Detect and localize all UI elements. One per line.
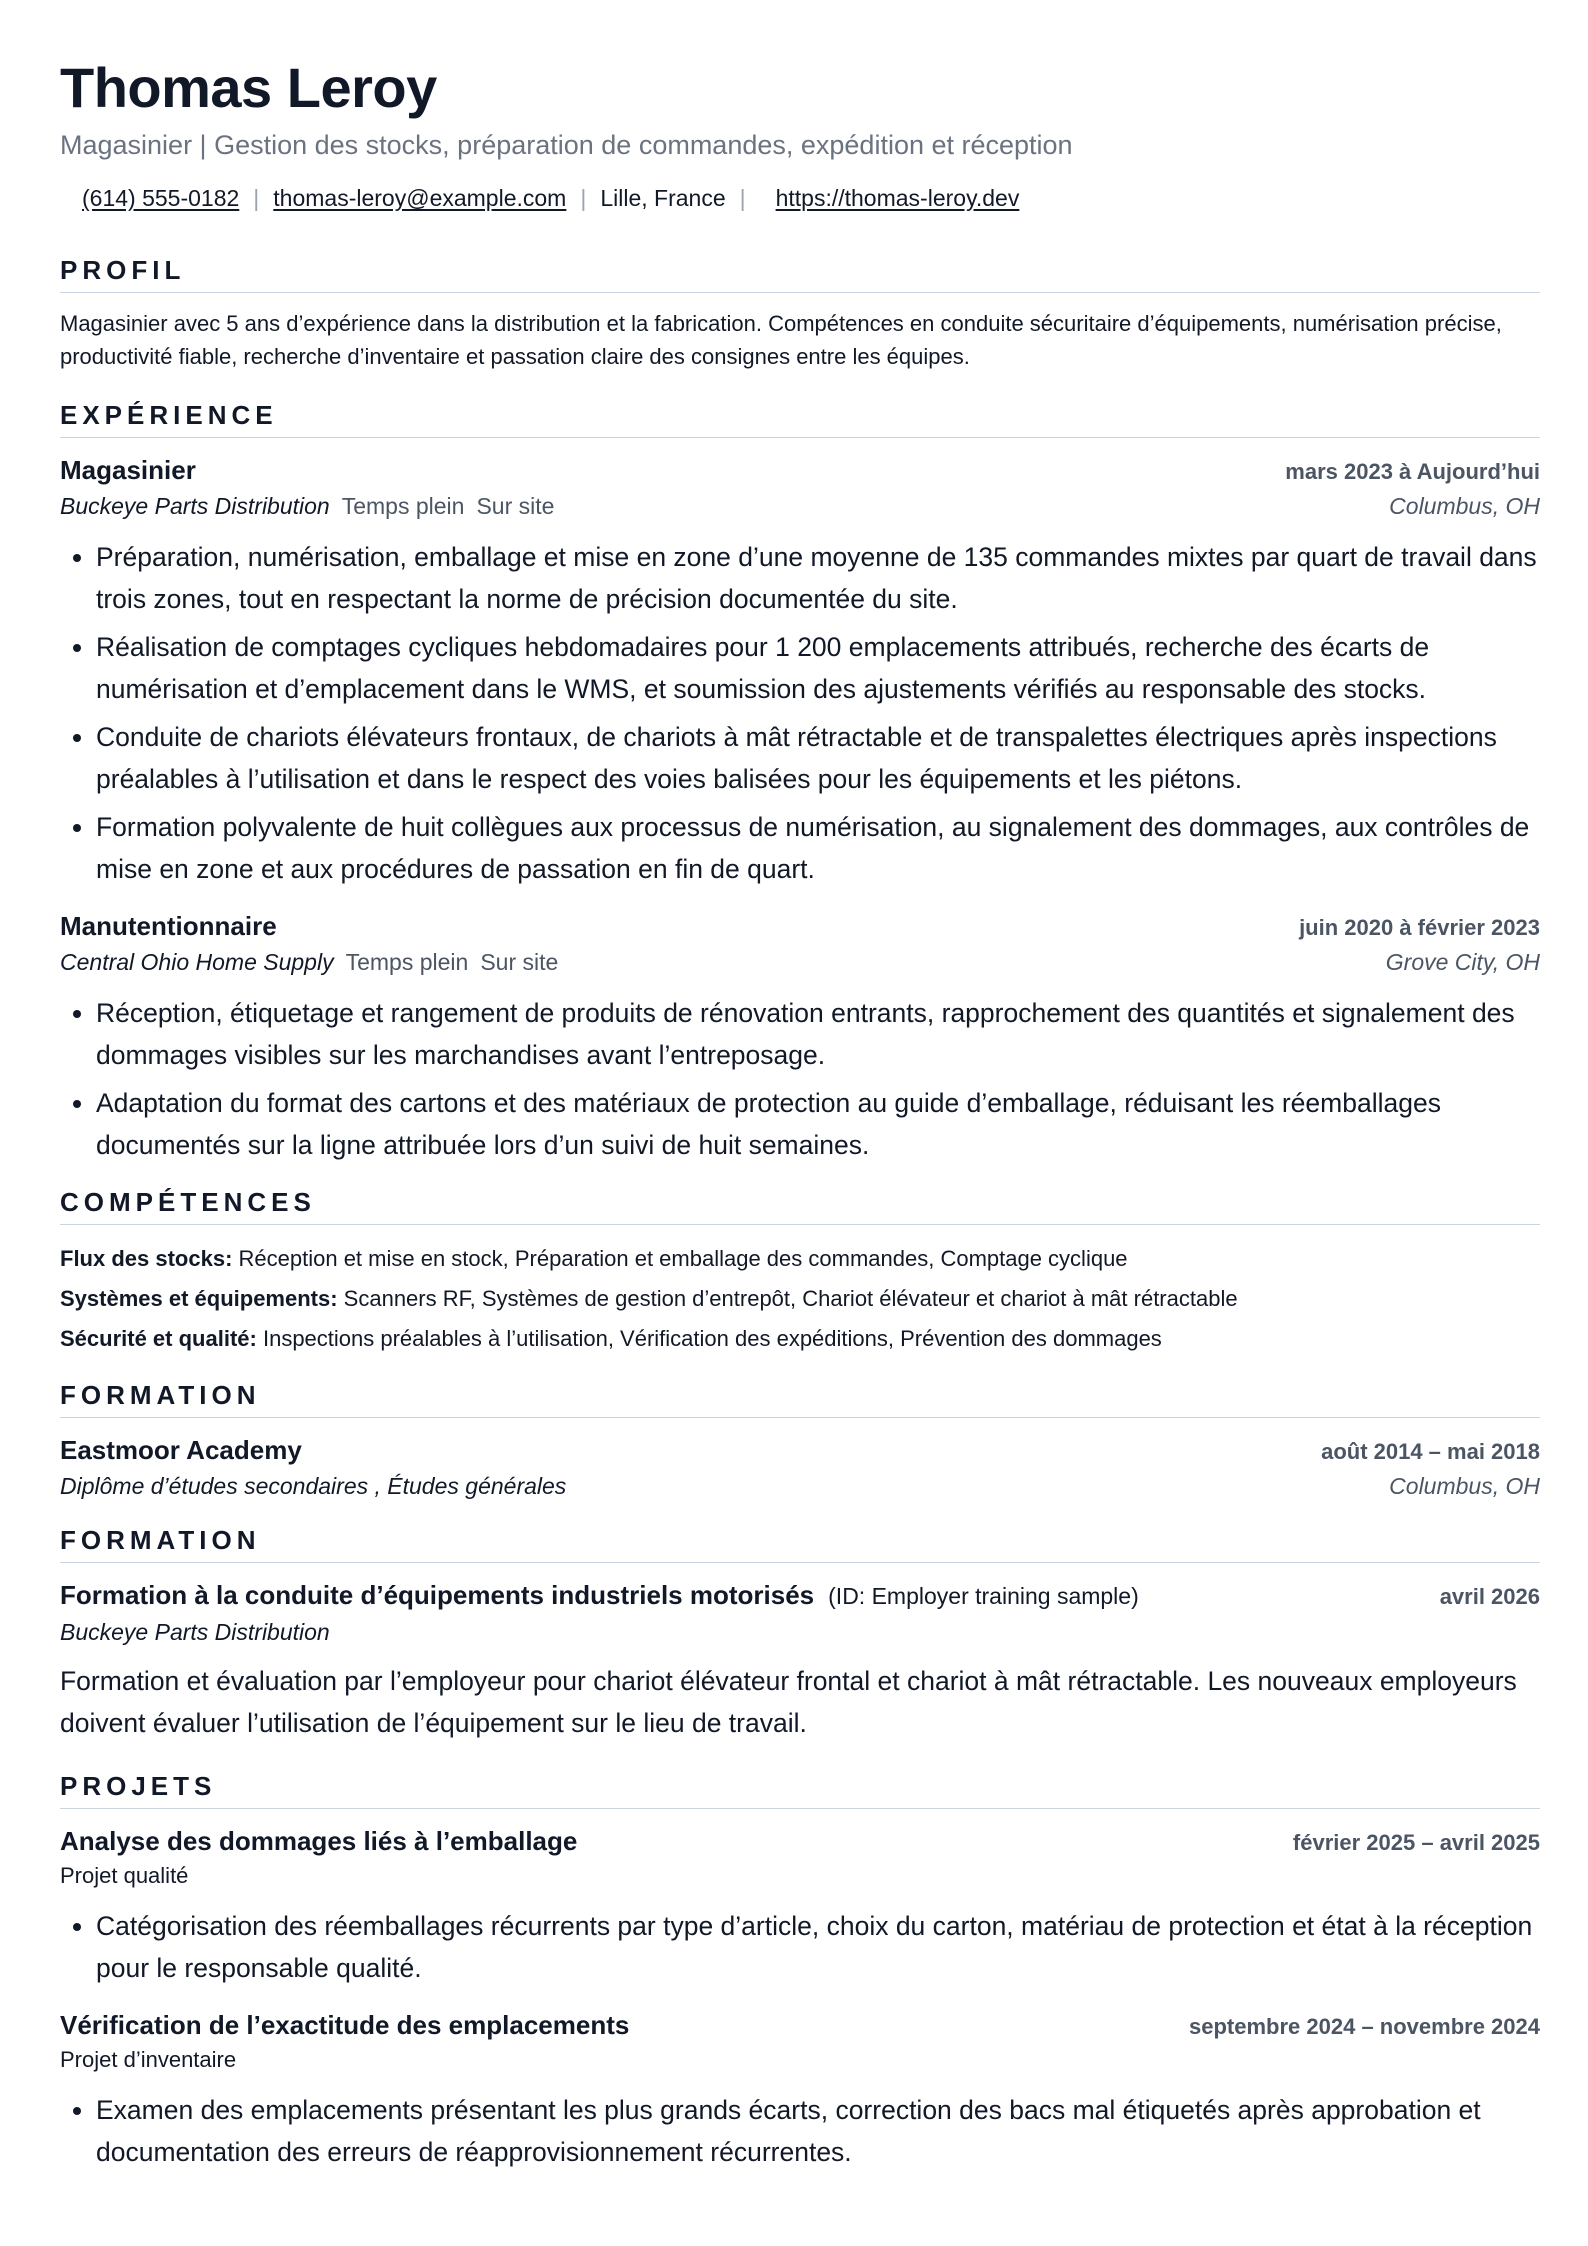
training-title: Formation à la conduite d’équipements industriels motorisés <box>60 1580 815 1610</box>
project-bullets <box>60 1905 1540 1989</box>
list-item: • Réception, étiquetage et rangement de produits de rénovation entrants, rapprochement des quantités et signalement des dommages visibles sur les marchandises avant l’entreposage. <box>96 992 1540 1076</box>
skill-label: Flux des stocks: <box>60 1246 233 1271</box>
skill-value: Scanners RF, Systèmes de gestion d’entrepôt, Chariot élévateur et chariot à mât rétractable <box>343 1286 1238 1311</box>
job-location: Grove City, OH <box>1385 949 1540 975</box>
company-name <box>60 944 558 980</box>
skill-line <box>60 1319 1540 1359</box>
website-link[interactable]: https://thomas-leroy.dev <box>775 185 1020 211</box>
work-mode: Sur site <box>476 493 555 519</box>
contact-line <box>60 182 1540 214</box>
training-name <box>60 1577 1139 1614</box>
section-title: FORMATION <box>60 1524 1540 1563</box>
separator: | <box>580 185 587 211</box>
training-description: Formation et évaluation par l’employeur pour chariot élévateur frontal et chariot à mât rétractable. Les nouveaux employeurs doivent évaluer l’utilisation de l’équipement sur le lieu de travail. <box>60 1666 1517 1738</box>
section-title: FORMATION <box>60 1379 1540 1418</box>
projects-section <box>60 1770 1540 2173</box>
list-item: • Préparation, numérisation, emballage et mise en zone d’une moyenne de 135 commandes mixtes par quart de travail dans trois zones, tout en respectant la norme de précision documentée du site. <box>96 536 1540 620</box>
project-entry <box>60 1823 1540 1989</box>
list-item: • Conduite de chariots élévateurs frontaux, de chariots à mât rétractable et de transpalettes électriques après inspections préalables à l’utilisation et dans le respect des voies balisées pour les équipements et les piétons. <box>96 716 1540 800</box>
company-name <box>60 488 554 524</box>
job-location: Columbus, OH <box>1389 493 1540 519</box>
training-section <box>60 1524 1540 1744</box>
education-section <box>60 1379 1540 1504</box>
skill-line <box>60 1279 1540 1319</box>
project-subtitle: Projet qualité <box>60 1863 189 1888</box>
separator: | <box>253 185 260 211</box>
education-date: août 2014 – mai 2018 <box>1321 1439 1540 1464</box>
project-date: septembre 2024 – novembre 2024 <box>1189 2014 1540 2039</box>
list-item: • Adaptation du format des cartons et des matériaux de protection au guide d’emballage, réduisant les réemballages documentés sur la ligne attribuée lors d’un suivi de huit semaines. <box>96 1082 1540 1166</box>
project-entry <box>60 2007 1540 2173</box>
company-label: Buckeye Parts Distribution <box>60 493 330 519</box>
experience-entry <box>60 452 1540 890</box>
skills-section <box>60 1186 1540 1359</box>
section-title: PROJETS <box>60 1770 1540 1809</box>
list-item: • Formation polyvalente de huit collègues aux processus de numérisation, au signalement des dommages, aux contrôles de mise en zone et aux procédures de passation en fin de quart. <box>96 806 1540 890</box>
skill-value: Réception et mise en stock, Préparation et emballage des commandes, Comptage cyclique <box>238 1246 1128 1271</box>
profile-summary: Magasinier avec 5 ans d’expérience dans la distribution et la fabrication. Compétences en conduite sécuritaire d’équipements, numérisation précise, productivité fiable, recherche d’inventaire et passation claire des consignes entre les équipes. <box>60 311 1502 369</box>
job-title: Manutentionnaire <box>60 911 277 941</box>
list-item: • Réalisation de comptages cycliques hebdomadaires pour 1 200 emplacements attribués, recherche des écarts de numérisation et d’emplacement dans le WMS, et soumission des ajustements vérifiés au responsable des stocks. <box>96 626 1540 710</box>
company-label: Central Ohio Home Supply <box>60 949 334 975</box>
candidate-name: Thomas Leroy <box>60 56 437 119</box>
separator: | <box>739 185 746 211</box>
job-title: Magasinier <box>60 455 196 485</box>
project-date: février 2025 – avril 2025 <box>1292 1830 1540 1855</box>
skill-line <box>60 1239 1540 1279</box>
profile-section <box>60 254 1540 373</box>
list-item: • Examen des emplacements présentant les plus grands écarts, correction des bacs mal étiquetés après approbation et documentation des erreurs de réapprovisionnement récurrentes. <box>96 2089 1540 2173</box>
experience-section <box>60 399 1540 1166</box>
project-name: Vérification de l’exactitude des emplacements <box>60 2010 630 2040</box>
project-bullets <box>60 2089 1540 2173</box>
project-name: Analyse des dommages liés à l’emballage <box>60 1826 578 1856</box>
phone-link[interactable]: (614) 555-0182 <box>82 185 240 211</box>
education-location: Columbus, OH <box>1389 1473 1540 1499</box>
job-bullets <box>60 992 1540 1166</box>
training-date: avril 2026 <box>1439 1584 1540 1609</box>
job-date: mars 2023 à Aujourd’hui <box>1285 459 1540 484</box>
list-item: • Catégorisation des réemballages récurrents par type d’article, choix du carton, matériau de protection et état à la réception pour le responsable qualité. <box>96 1905 1540 1989</box>
location-text: Lille, France <box>600 185 726 211</box>
section-title: EXPÉRIENCE <box>60 399 1540 438</box>
training-id: (ID: Employer training sample) <box>828 1583 1139 1609</box>
employment-type: Temps plein <box>341 493 465 519</box>
email-link[interactable]: thomas-leroy@example.com <box>273 185 567 211</box>
skill-label: Sécurité et qualité: <box>60 1326 257 1351</box>
degree: Diplôme d’études secondaires , Études générales <box>60 1473 567 1499</box>
job-bullets <box>60 536 1540 890</box>
experience-entry <box>60 908 1540 1166</box>
section-title: PROFIL <box>60 254 1540 293</box>
employment-type: Temps plein <box>345 949 469 975</box>
headline: Magasinier | Gestion des stocks, préparation de commandes, expédition et réception <box>60 130 1073 160</box>
school-name: Eastmoor Academy <box>60 1435 302 1465</box>
skill-value: Inspections préalables à l’utilisation, Vérification des expéditions, Prévention des dommages <box>262 1326 1162 1351</box>
work-mode: Sur site <box>480 949 559 975</box>
job-date: juin 2020 à février 2023 <box>1299 915 1540 940</box>
section-title: COMPÉTENCES <box>60 1186 1540 1225</box>
project-subtitle: Projet d’inventaire <box>60 2047 237 2072</box>
skill-label: Systèmes et équipements: <box>60 1286 338 1311</box>
training-issuer: Buckeye Parts Distribution <box>60 1619 330 1645</box>
